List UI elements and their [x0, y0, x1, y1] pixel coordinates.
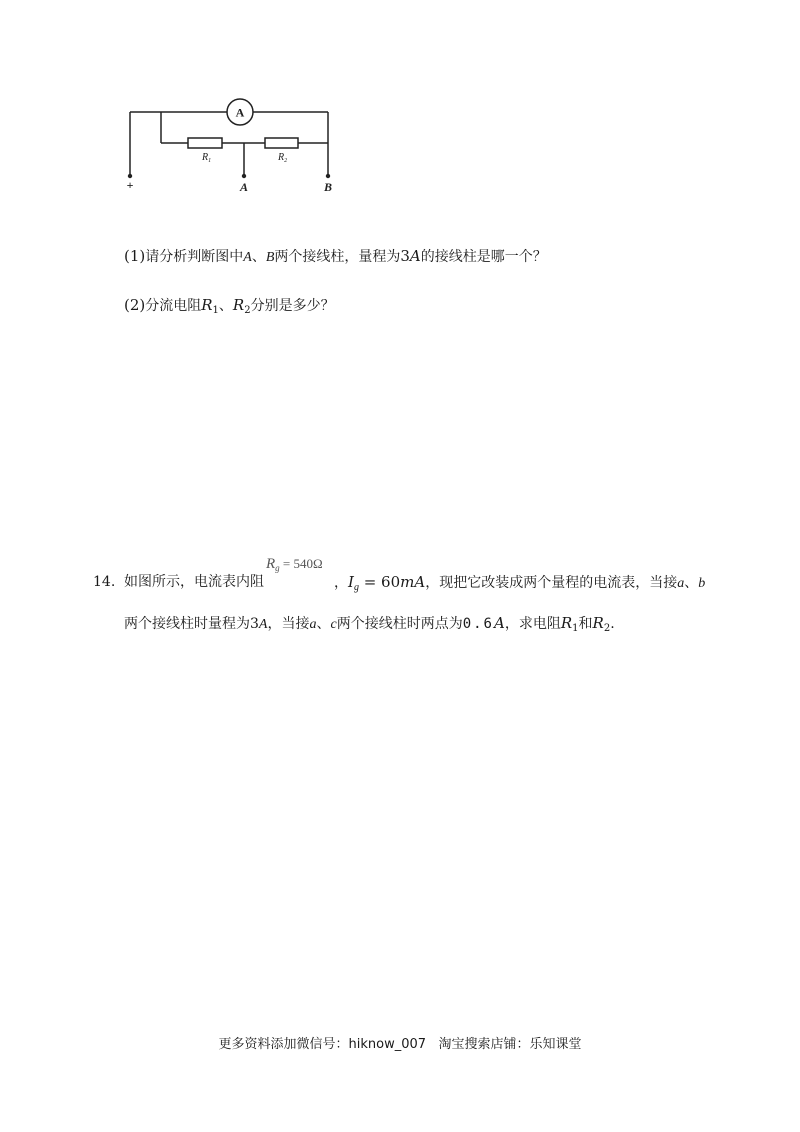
sub1-text-3: 的接线柱是哪一个？	[420, 249, 547, 265]
q14-l2-r2: R	[592, 614, 604, 632]
sub2-r1-sub: 1	[212, 305, 219, 316]
q14-l2-sep: 、	[316, 616, 331, 632]
sub2-text-2: 分别是多少？	[250, 298, 335, 314]
sub2-text-1: 分流电阻	[145, 298, 202, 314]
sub1-sep: 、	[251, 249, 266, 265]
q14-ig-eq: = 60	[358, 573, 401, 591]
q14-l2-r2-sub: 2	[603, 623, 611, 634]
sub2-r2-sub: 2	[244, 305, 251, 316]
q14-l2-a: a	[309, 617, 317, 632]
q14-text-1: 如图所示，电流表内阻	[124, 574, 264, 590]
sub2-r1: R	[201, 296, 213, 314]
sub1-text-1: 请分析判断图中	[145, 249, 244, 265]
q14-ig-sub: g	[353, 582, 359, 593]
sub2-r2: R	[232, 296, 245, 314]
terminal-a-dot	[242, 174, 246, 178]
sub1-number: (1)	[124, 247, 146, 265]
q14-line-1	[124, 572, 264, 592]
q14-a: a	[677, 576, 685, 591]
q14-l2-text-1: 两个接线柱时量程为3	[124, 616, 259, 632]
q14-l2-text-4: ，求电阻	[504, 616, 561, 632]
q14-l2-r1: R	[560, 614, 573, 632]
sub1-a: A	[243, 250, 252, 265]
q14-rg-formula	[266, 556, 323, 573]
page-footer: 更多资料添加微信号：hiknow_007 淘宝搜索店铺：乐知课堂	[218, 1037, 582, 1052]
sub1-unit: A	[409, 247, 421, 265]
sub2-number: (2)	[124, 296, 146, 314]
sub2-sep: 、	[218, 298, 233, 314]
sub1-b: B	[265, 250, 275, 265]
sub1-value: 3	[400, 247, 410, 265]
q14-l2-and: 和	[578, 616, 593, 632]
ammeter-label: A	[235, 105, 245, 120]
q14-l2-unit: A	[258, 617, 268, 632]
terminal-b-dot	[326, 174, 330, 178]
resistor-r2	[265, 138, 298, 148]
q14-l2-text-3: 两个接线柱时两点为	[336, 616, 463, 632]
subquestion-1	[124, 246, 547, 268]
q14-ig: I	[348, 573, 354, 591]
q14-rg: R	[266, 556, 276, 572]
plus-label: +	[126, 178, 134, 192]
r1-label: $R_1$	[202, 152, 212, 164]
q14-rg-value: = 540Ω	[279, 556, 323, 571]
q14-number: 14.	[93, 574, 116, 590]
q14-comma: ，	[334, 575, 348, 591]
subquestion-2	[124, 295, 335, 321]
r2-label: $R_2$	[278, 152, 288, 164]
q14-l2-text-2: ，当接	[267, 616, 310, 632]
q14-l2-value-unit: A	[494, 614, 505, 632]
terminal-a-label: A	[239, 180, 249, 194]
q14-ig-unit: mA	[400, 573, 426, 591]
sub1-text-2: 两个接线柱，量程为	[274, 249, 401, 265]
q14-line-2	[124, 613, 615, 639]
q14-rg-sub: g	[275, 563, 280, 573]
terminal-b-label: B	[323, 180, 333, 194]
q14-sep: 、	[684, 575, 699, 591]
circuit-diagram	[120, 95, 350, 200]
q14-text-2: ，现把它改装成两个量程的电流表，当接	[425, 575, 678, 591]
q14-l2-c: c	[330, 617, 337, 632]
q14-l2-r1-sub: 1	[572, 623, 579, 634]
q14-b: b	[698, 576, 706, 591]
q14-l2-end: .	[610, 616, 615, 632]
q14-l2-value: 0.6	[462, 616, 494, 632]
resistor-r1	[188, 138, 222, 148]
q14-line-1b	[334, 572, 705, 598]
